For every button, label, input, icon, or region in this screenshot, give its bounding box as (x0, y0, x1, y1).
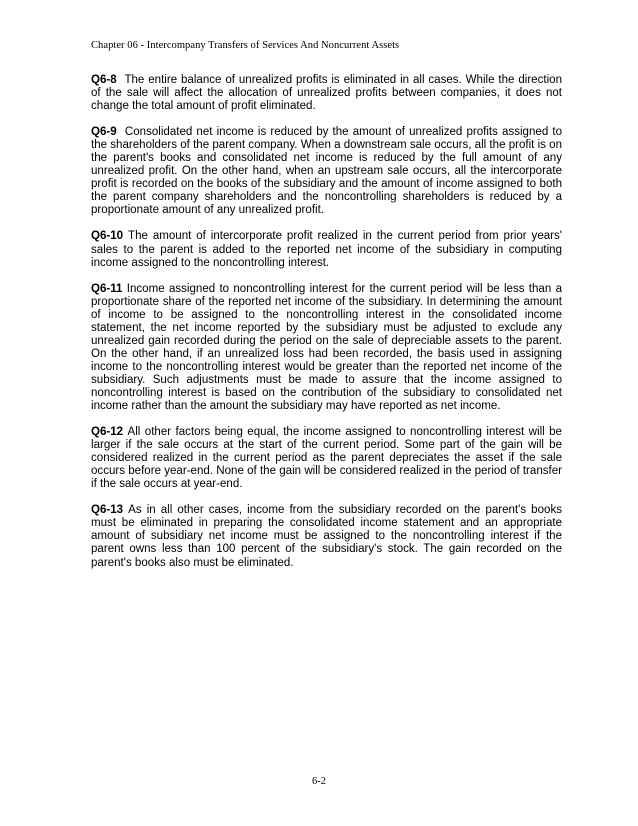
question-number: Q6-11 (91, 282, 123, 295)
question-number: Q6-12 (91, 426, 124, 439)
answer-text: All other factors being equal, the income assigned to noncontrolling interest will be larger if the sale occurs at the start of the current period. Some part of the gain will be considered realized in the current period as the parent depreciates the asset if the sale occurs before year-end. None of the gain will be considered realized in the period of transfer if the sale occurs at year-end. (91, 426, 562, 491)
answer-text: The amount of intercorporate profit realized in the current period from prior years' sales to the parent is added to the reported net income of the subsidiary in computing income assigned to the noncontrolling interest. (91, 230, 562, 269)
question-number: Q6-9 (91, 126, 117, 139)
answer-q6-12 (91, 426, 562, 491)
answer-text: Income assigned to noncontrolling interest for the current period will be less than a proportionate share of the reported net income of the subsidiary. In determining the amount of income to be assigned to the noncontrolling interest in the consolidated income statement, the net income reported by the subsidiary must be adjusted to exclude any unrealized gain recorded during the period on the sale of depreciable assets to the parent. On the other hand, if an unrealized loss had been recorded, the basis used in assigning income to the noncontrolling interest would be greater than the reported net income of the subsidiary. Such adjustments must be made to assure that the income assigned to noncontrolling interest is based on the contribution of the subsidiary to consolidated net income rather than the amount the subsidiary may have reported as net income. (91, 282, 562, 413)
answer-q6-13 (91, 504, 562, 569)
question-number: Q6-8 (91, 74, 117, 86)
answer-q6-8 (91, 74, 562, 113)
page-number: 6-2 (312, 776, 326, 787)
page-header: Chapter 06 - Intercompany Transfers of Services And Noncurrent Assets (91, 40, 400, 51)
answers-body (91, 74, 562, 583)
question-number: Q6-13 (91, 504, 124, 517)
answer-text: The entire balance of unrealized profits is eliminated in all cases. While the direction of the sale will affect the allocation of unrealized profits between companies, it does not change the total amount of profit eliminated. (91, 74, 562, 113)
answer-text: As in all other cases, income from the subsidiary recorded on the parent's books must be eliminated in preparing the consolidated income statement and an appropriate amount of subsidiary net income must be assigned to the noncontrolling interest if the parent owns less than 100 percent of the subsidiary's stock. The gain recorded on the parent's books also must be eliminated. (91, 504, 562, 569)
answer-text: Consolidated net income is reduced by the amount of unrealized profits assigned to the shareholders of the parent company. When a downstream sale occurs, all the profit is on the parent's books and consolidated net income is reduced by the full amount of any unrealized profit. On the other hand, when an upstream sale occurs, all the intercorporate profit is recorded on the books of the subsidiary and the amount of income assigned to both the parent company shareholders and the noncontrolling shareholders is reduced by a proportionate amount of any unrealized profit. (91, 126, 562, 217)
question-number: Q6-10 (91, 230, 124, 243)
answer-q6-11 (91, 283, 562, 413)
answer-q6-10 (91, 230, 562, 269)
answer-q6-9 (91, 126, 562, 217)
